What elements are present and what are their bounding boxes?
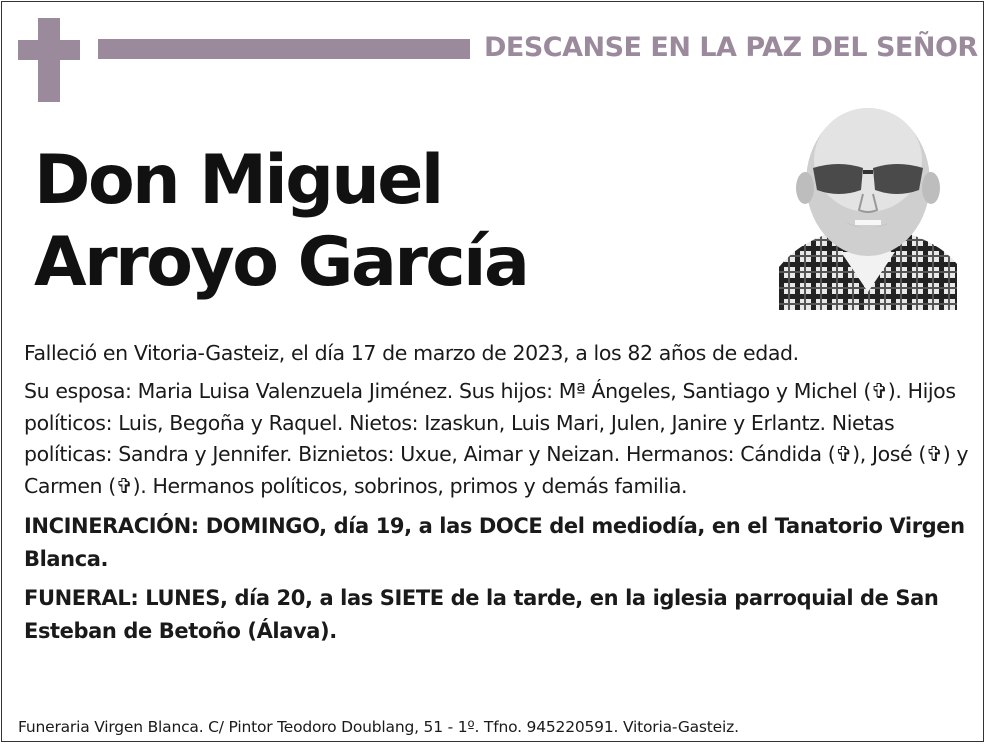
death-notice-text: Falleció en Vitoria-Gasteiz, el día 17 de marzo de 2023, a los 82 años de edad.	[24, 341, 799, 365]
cremation-info: INCINERACIÓN: DOMINGO, día 19, a las DOCE del mediodía, en el Tanatorio Virgen Blanca.	[24, 514, 965, 571]
deceased-name	[34, 140, 527, 304]
name-line-1: Don Miguel	[34, 141, 442, 220]
header-title: DESCANSE EN LA PAZ DEL SEÑOR	[484, 32, 978, 63]
cross-vertical-bar	[38, 18, 60, 102]
header-divider	[98, 39, 470, 59]
portrait-illustration	[779, 102, 957, 310]
name-line-2: Arroyo García	[34, 223, 528, 302]
portrait-photo	[779, 102, 957, 310]
funeral-info: FUNERAL: LUNES, día 20, a las SIETE de la tarde, en la iglesia parroquial de San Esteban de Betoño (Álava).	[24, 586, 939, 643]
funeral-home-footer: Funeraria Virgen Blanca. C/ Pintor Teodoro Doublang, 51 - 1º. Tfno. 945220591. Vitoria-Gasteiz.	[18, 718, 739, 736]
family-list-text: Su esposa: Maria Luisa Valenzuela Jiménez. Sus hijos: Mª Ángeles, Santiago y Michel (✞). Hijos políticos: Luis, Begoña y Raquel. Nietos: Izaskun, Luis Mari, Julen, Janire y Erlantz. Nietas políticas: Sandra y Jennifer. Biznietos: Uxue, Aimar y Neizan. Hermanos: Cándida (✞), José (✞) y Carmen (✞). Hermanos políticos, sobrinos, primos y demás familia.	[24, 379, 969, 498]
cross-horizontal-bar	[18, 40, 80, 60]
notice-body	[24, 338, 969, 654]
